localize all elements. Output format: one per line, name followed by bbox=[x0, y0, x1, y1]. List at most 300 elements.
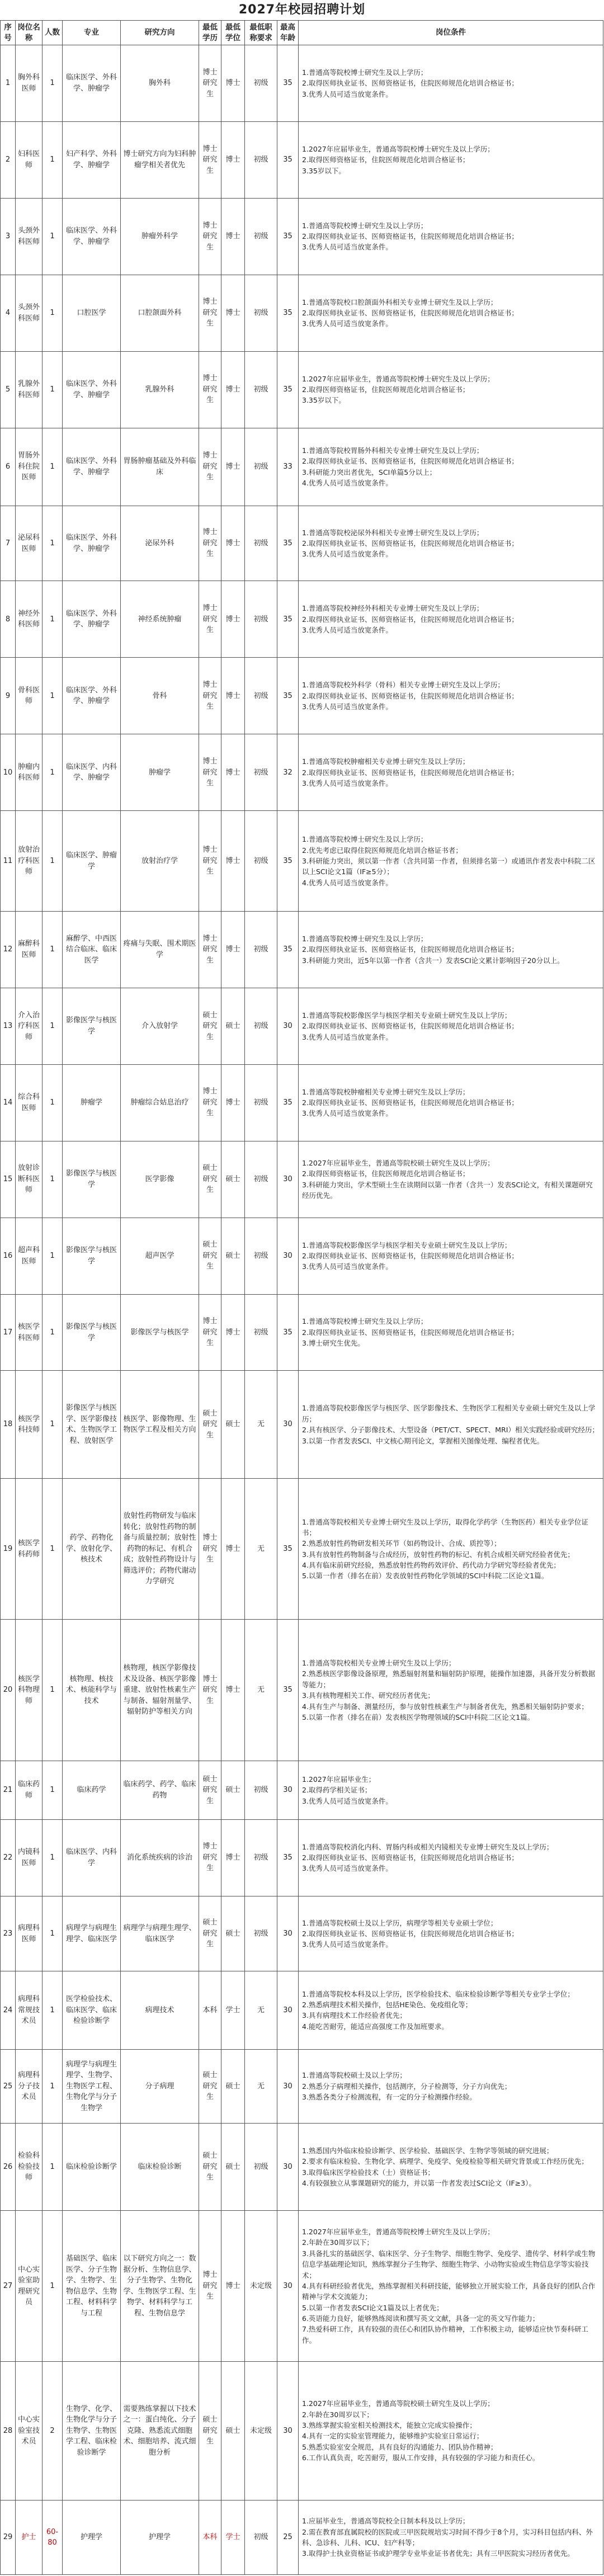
row-max-age: 35 bbox=[277, 658, 299, 734]
row-position: 胃肠外科住院医师 bbox=[16, 428, 43, 506]
table-body bbox=[1, 45, 603, 2575]
row-count: 1 bbox=[43, 1141, 63, 1218]
row-count: 1 bbox=[43, 1971, 63, 2049]
row-count: 1 bbox=[43, 2049, 63, 2124]
row-position: 泌尿科医师 bbox=[16, 506, 43, 581]
row-education: 博士研究生 bbox=[199, 428, 221, 506]
row-degree: 博士 bbox=[221, 811, 245, 912]
row-position: 骨科医师 bbox=[16, 658, 43, 734]
row-degree: 硕士 bbox=[221, 1141, 245, 1218]
row-count: 1 bbox=[43, 1218, 63, 1294]
table-row bbox=[1, 428, 603, 506]
row-no: 4 bbox=[1, 275, 16, 351]
row-degree: 博士 bbox=[221, 351, 245, 428]
row-title-req: 无 bbox=[245, 1620, 277, 1761]
row-conditions: 1.2027年应届毕业生； 2.取得药学相关证书； 3.优秀人员可适当放宽条件。 bbox=[299, 1761, 603, 1819]
table-row bbox=[1, 1371, 603, 1479]
row-count: 1 bbox=[43, 198, 63, 275]
row-position: 核医学科药师 bbox=[16, 1479, 43, 1620]
row-direction: 分子病理 bbox=[121, 2049, 199, 2124]
row-no: 16 bbox=[1, 1218, 16, 1294]
row-no: 2 bbox=[1, 121, 16, 198]
row-direction: 骨科 bbox=[121, 658, 199, 734]
row-education: 博士研究生 bbox=[199, 198, 221, 275]
row-position: 乳腺外科医师 bbox=[16, 351, 43, 428]
row-conditions: 1.普通高等院校外科学（骨科）相关专业博士研究生及以上学历； 2.取得医师执业证书、医师资格证书，住院医师规范化培训合格证书； 3.优秀人员可适当放宽条件。 bbox=[299, 658, 603, 734]
row-direction: 肿瘤综合姑息治疗 bbox=[121, 1064, 199, 1141]
row-title-req: 未定级 bbox=[245, 2211, 277, 2362]
row-max-age: 35 bbox=[277, 45, 299, 122]
row-title-req: 初级 bbox=[245, 45, 277, 122]
row-position: 介入治疗科医师 bbox=[16, 988, 43, 1064]
row-position: 肿瘤内科医师 bbox=[16, 734, 43, 811]
row-conditions: 1.2027年应届毕业生，普通高等院校博士研究生及以上学历； 2.取得医师资格证书，住院医师规范化培训合格证书； 3.35岁以下。 bbox=[299, 121, 603, 198]
row-education: 博士研究生 bbox=[199, 45, 221, 122]
row-major: 影像医学与核医学 bbox=[63, 1218, 121, 1294]
row-max-age: 35 bbox=[277, 1819, 299, 1896]
row-major: 临床医学、外科学、肿瘤学 bbox=[63, 506, 121, 581]
row-conditions: 1.普通高等院校博士研究生及以上学历； 2.取得医师执业证书、医师资格证书，住院医师规范化培训合格证书； 3.科研能力突出，近5年以第一作者（含共一）发表SCI论文累计影响因子20分以上。 bbox=[299, 911, 603, 988]
row-position: 神经外科医师 bbox=[16, 581, 43, 658]
row-direction: 肿瘤外科学 bbox=[121, 198, 199, 275]
row-position: 麻醉科医师 bbox=[16, 911, 43, 988]
row-degree: 硕士 bbox=[221, 1371, 245, 1479]
row-education: 博士研究生 bbox=[199, 121, 221, 198]
header-title-req: 最低职称要求 bbox=[245, 21, 277, 45]
row-no: 12 bbox=[1, 911, 16, 988]
row-direction: 消化系统疾病的诊治 bbox=[121, 1819, 199, 1896]
row-major: 医学检验技术、临床医学、临床检验诊断学 bbox=[63, 1971, 121, 2049]
row-degree: 学士 bbox=[221, 2500, 245, 2575]
row-count: 1 bbox=[43, 988, 63, 1064]
row-count: 1 bbox=[43, 581, 63, 658]
row-position: 妇科医师 bbox=[16, 121, 43, 198]
row-direction: 病理学与病理生理学、临床医学 bbox=[121, 1896, 199, 1971]
row-degree: 硕士 bbox=[221, 2124, 245, 2211]
row-title-req: 初级 bbox=[245, 811, 277, 912]
row-position: 病理科医师 bbox=[16, 1896, 43, 1971]
row-major: 影像医学与核医学 bbox=[63, 1141, 121, 1218]
table-row bbox=[1, 2211, 603, 2362]
row-no: 7 bbox=[1, 506, 16, 581]
table-row bbox=[1, 988, 603, 1064]
row-major: 临床医学、内科学、肿瘤学 bbox=[63, 734, 121, 811]
row-count: 1 bbox=[43, 506, 63, 581]
row-max-age: 35 bbox=[277, 351, 299, 428]
row-position: 中心实验室技术员 bbox=[16, 2361, 43, 2500]
row-major: 临床医学、外科学、肿瘤学 bbox=[63, 428, 121, 506]
row-max-age: 30 bbox=[277, 2049, 299, 2124]
header-direction: 研究方向 bbox=[121, 21, 199, 45]
row-no: 9 bbox=[1, 658, 16, 734]
row-direction: 影像医学与核医学 bbox=[121, 1294, 199, 1371]
row-conditions: 1.普通高等院校博士研究生及以上学历； 2.取得医师执业证书、医师资格证书，住院医师规范化培训合格证书； 3.优秀人员可适当放宽条件。 bbox=[299, 45, 603, 122]
row-degree: 博士 bbox=[221, 121, 245, 198]
row-direction: 临床检验诊断 bbox=[121, 2124, 199, 2211]
row-degree: 博士 bbox=[221, 1620, 245, 1761]
row-title-req: 初级 bbox=[245, 275, 277, 351]
row-major: 临床药学 bbox=[63, 1761, 121, 1819]
row-title-req: 初级 bbox=[245, 2500, 277, 2575]
row-title-req: 无 bbox=[245, 2049, 277, 2124]
row-no: 29 bbox=[1, 2500, 16, 2575]
row-major: 基础医学、临床医学、分子生物学、生物学、生物信息学、生物工程、材料科学与工程 bbox=[63, 2211, 121, 2362]
row-title-req: 初级 bbox=[245, 428, 277, 506]
row-count: 1 bbox=[43, 351, 63, 428]
table-row bbox=[1, 2124, 603, 2211]
row-direction: 介入放射学 bbox=[121, 988, 199, 1064]
row-count: 1 bbox=[43, 734, 63, 811]
row-degree: 博士 bbox=[221, 658, 245, 734]
row-title-req: 初级 bbox=[245, 581, 277, 658]
row-position: 综合科医师 bbox=[16, 1064, 43, 1141]
row-major: 临床医学、外科学、肿瘤学 bbox=[63, 351, 121, 428]
row-direction: 护理学 bbox=[121, 2500, 199, 2575]
row-title-req: 初级 bbox=[245, 1896, 277, 1971]
row-major: 病理学与病理生理学、生物学、生物医学工程、生物化学与分子生物学 bbox=[63, 2049, 121, 2124]
table-header-row bbox=[1, 21, 603, 45]
row-education: 硕士研究生 bbox=[199, 2361, 221, 2500]
row-degree: 硕士 bbox=[221, 1218, 245, 1294]
row-title-req: 初级 bbox=[245, 1064, 277, 1141]
row-title-req: 初级 bbox=[245, 1141, 277, 1218]
row-direction: 放射治疗学 bbox=[121, 811, 199, 912]
row-degree: 硕士 bbox=[221, 1761, 245, 1819]
row-position: 中心实验室助理研究员 bbox=[16, 2211, 43, 2362]
row-no: 27 bbox=[1, 2211, 16, 2362]
row-max-age: 30 bbox=[277, 1371, 299, 1479]
row-title-req: 初级 bbox=[245, 121, 277, 198]
row-title-req: 初级 bbox=[245, 198, 277, 275]
row-title-req: 无 bbox=[245, 1479, 277, 1620]
row-direction: 胸外科 bbox=[121, 45, 199, 122]
row-conditions: 1.普通高等院校硕士及以上学历，病理学等相关专业硕士学位； 2.取得医师执业证书、医师资格证书，住院医师规范化培训合格证书； 3.优秀人员可适当放宽条件。 bbox=[299, 1896, 603, 1971]
row-count: 1 bbox=[43, 1294, 63, 1371]
row-max-age: 30 bbox=[277, 1141, 299, 1218]
row-max-age: 33 bbox=[277, 428, 299, 506]
row-degree: 博士 bbox=[221, 2211, 245, 2362]
table-row bbox=[1, 1896, 603, 1971]
row-title-req: 初级 bbox=[245, 734, 277, 811]
row-degree: 博士 bbox=[221, 506, 245, 581]
row-conditions: 1.普通高等院校消化内科、胃肠内科或相关内镜相关专业博士研究生及以上学历； 2.取得医师执业证书、医师资格证书，住院医师规范化培训合格证书； 3.优秀人员可适当放宽条件。 bbox=[299, 1819, 603, 1896]
row-direction: 乳腺外科 bbox=[121, 351, 199, 428]
row-education: 硕士研究生 bbox=[199, 1218, 221, 1294]
row-direction: 胃肠肿瘤基础及外科临床 bbox=[121, 428, 199, 506]
row-position: 超声科医师 bbox=[16, 1218, 43, 1294]
row-education: 博士研究生 bbox=[199, 1064, 221, 1141]
header-no: 序号 bbox=[1, 21, 16, 45]
row-position: 核医学科技师 bbox=[16, 1371, 43, 1479]
row-direction: 病理技术 bbox=[121, 1971, 199, 2049]
row-conditions: 1.2027年应届毕业生，普通高等院校博士研究生及以上学历； 2.取得医师资格证书，住院医师规范化培训合格证书； 3.35岁以下。 bbox=[299, 351, 603, 428]
row-max-age: 35 bbox=[277, 506, 299, 581]
row-count: 1 bbox=[43, 1371, 63, 1479]
row-position: 病理科常规技术员 bbox=[16, 1971, 43, 2049]
row-conditions: 1.普通高等院校影像医学与核医学相关专业硕士研究生及以上学历； 2.取得医师执业证书、医师资格证书，住院医师规范化培训合格证书； 3.优秀人员可适当放宽条件。 bbox=[299, 988, 603, 1064]
row-degree: 博士 bbox=[221, 45, 245, 122]
row-max-age: 25 bbox=[277, 2500, 299, 2575]
row-no: 5 bbox=[1, 351, 16, 428]
row-major: 药学、药物化学、放射化学、核技术 bbox=[63, 1479, 121, 1620]
header-position: 岗位名称 bbox=[16, 21, 43, 45]
table-row bbox=[1, 1620, 603, 1761]
row-major: 影像医学与核医学、医学影像技术、生物医学工程、放射医学 bbox=[63, 1371, 121, 1479]
table-row bbox=[1, 121, 603, 198]
table-row bbox=[1, 2361, 603, 2500]
table-row bbox=[1, 911, 603, 988]
row-no: 25 bbox=[1, 2049, 16, 2124]
row-conditions: 1.熟悉国内外临床检验诊断学、医学检验、基础医学、生物学等领域的研究进展； 2.要求有临床检验、生物化学、病理学、免疫学、免疫检验等相关研究背景或工作经历优先； 3.取得临床医学检验技术（士）资格证书； 4.有较强独立从事课题研究的能力，并以第一作者发表过SCI论文（IF≥3）。 bbox=[299, 2124, 603, 2211]
row-title-req: 初级 bbox=[245, 1761, 277, 1819]
table-row bbox=[1, 351, 603, 428]
row-education: 博士研究生 bbox=[199, 1479, 221, 1620]
row-max-age: 30 bbox=[277, 1218, 299, 1294]
row-education: 博士研究生 bbox=[199, 1620, 221, 1761]
row-conditions: 1.普通高等院校肿瘤相关专业博士研究生及以上学历； 2.取得医师执业证书、医师资格证书，住院医师规范化培训合格证书； 3.优秀人员可适当放宽条件。 bbox=[299, 1064, 603, 1141]
row-education: 博士研究生 bbox=[199, 1294, 221, 1371]
header-education: 最低学历 bbox=[199, 21, 221, 45]
row-position: 胸外科医师 bbox=[16, 45, 43, 122]
row-max-age: 35 bbox=[277, 581, 299, 658]
row-no: 21 bbox=[1, 1761, 16, 1819]
row-no: 1 bbox=[1, 45, 16, 122]
row-title-req: 初级 bbox=[245, 351, 277, 428]
row-max-age: 35 bbox=[277, 198, 299, 275]
row-conditions: 1.2027年应届毕业生，普通高等院校硕士研究生及以上学历； 2.年龄在30周岁以下； 3.熟练掌握实验室相关检测技术，能独立完成实验操作； 4.具有一定的实验室管理能力，能够维护实验室日常运行； 5.熟悉实验室安全规范，具有良好的沟通能力、团队协作精神； 6.工作认真负责，吃苦耐劳，服从工作安排，具有较强的学习能力和责任心。 bbox=[299, 2361, 603, 2500]
table-row bbox=[1, 1479, 603, 1620]
row-max-age: 30 bbox=[277, 2361, 299, 2500]
row-degree: 博士 bbox=[221, 734, 245, 811]
row-major: 临床医学、外科学、肿瘤学 bbox=[63, 581, 121, 658]
row-position: 放射诊断科医师 bbox=[16, 1141, 43, 1218]
row-count: 1 bbox=[43, 1620, 63, 1761]
row-degree: 硕士 bbox=[221, 2361, 245, 2500]
row-count: 1 bbox=[43, 1064, 63, 1141]
row-major: 肿瘤学 bbox=[63, 1064, 121, 1141]
row-direction: 医学影像 bbox=[121, 1141, 199, 1218]
row-count: 1 bbox=[43, 428, 63, 506]
row-degree: 博士 bbox=[221, 428, 245, 506]
row-count: 1 bbox=[43, 911, 63, 988]
row-no: 3 bbox=[1, 198, 16, 275]
table-row bbox=[1, 1819, 603, 1896]
row-major: 麻醉学、中西医结合临床、临床医学 bbox=[63, 911, 121, 988]
row-title-req: 无 bbox=[245, 1971, 277, 2049]
row-major: 临床检验诊断学 bbox=[63, 2124, 121, 2211]
table-row bbox=[1, 581, 603, 658]
row-title-req: 初级 bbox=[245, 988, 277, 1064]
row-direction: 口腔颌面外科 bbox=[121, 275, 199, 351]
row-education: 博士研究生 bbox=[199, 581, 221, 658]
recruitment-table bbox=[0, 20, 603, 2575]
table-row bbox=[1, 658, 603, 734]
row-count: 60-80 bbox=[43, 2500, 63, 2575]
header-max-age: 最高年龄 bbox=[277, 21, 299, 45]
row-conditions: 1.普通高等院校博士研究生及以上学历； 2.取得医师执业证书、医师资格证书，住院医师规范化培训合格证书； 3.优秀人员可适当放宽条件。 bbox=[299, 198, 603, 275]
row-education: 博士研究生 bbox=[199, 2211, 221, 2362]
row-max-age: 35 bbox=[277, 811, 299, 912]
row-education: 本科 bbox=[199, 2500, 221, 2575]
row-count: 1 bbox=[43, 121, 63, 198]
row-no: 26 bbox=[1, 2124, 16, 2211]
header-count: 人数 bbox=[43, 21, 63, 45]
row-max-age: 30 bbox=[277, 1971, 299, 2049]
row-no: 28 bbox=[1, 2361, 16, 2500]
row-education: 硕士研究生 bbox=[199, 1896, 221, 1971]
row-conditions: 1.普通高等院校神经外科相关专业博士研究生及以上学历； 2.取得医师执业证书、医师资格证书，住院医师规范化培训合格证书； 3.优秀人员可适当放宽条件。 bbox=[299, 581, 603, 658]
row-major: 临床医学、外科学、肿瘤学 bbox=[63, 198, 121, 275]
header-conditions: 岗位条件 bbox=[299, 21, 603, 45]
row-conditions: 1.2027年应届毕业生，普通高等院校博士研究生及以上学历； 2.年龄在30周岁以下； 3.具备扎实的基础医学、临床医学、分子生物学、细胞生物学、免疫学、遗传学、材料学或生物信息学基础理论知识，熟练掌握分子生物学、细胞生物学、小动物实验或生物信息学等实验技术； 4.具有科研经验者优先，熟练掌握相关科研技能，能够独立开展实验工作，具备良好的团队合作精神与学术交流能力； 5.以第一作者发表SCI论文1篇及以上者优先； 6.英语能力良好，能够熟练阅读和撰写英文文献，具备一定的英文写作能力； 7.热爱科研工作，具有较强的责任心和团队协作精神，工作积极主动，能够适应快节奏科研工作。 bbox=[299, 2211, 603, 2362]
row-degree: 硕士 bbox=[221, 1896, 245, 1971]
row-education: 博士研究生 bbox=[199, 911, 221, 988]
row-no: 18 bbox=[1, 1371, 16, 1479]
table-row bbox=[1, 1294, 603, 1371]
row-position: 核医学科医师 bbox=[16, 1294, 43, 1371]
row-no: 20 bbox=[1, 1620, 16, 1761]
row-max-age: 30 bbox=[277, 2211, 299, 2362]
table-row bbox=[1, 1141, 603, 1218]
row-no: 24 bbox=[1, 1971, 16, 2049]
row-major: 临床医学、外科学、肿瘤学 bbox=[63, 45, 121, 122]
row-count: 1 bbox=[43, 2124, 63, 2211]
row-direction: 超声医学 bbox=[121, 1218, 199, 1294]
row-education: 博士研究生 bbox=[199, 1819, 221, 1896]
row-degree: 硕士 bbox=[221, 2049, 245, 2124]
row-count: 1 bbox=[43, 1761, 63, 1819]
row-direction: 核医学、影像物理、生物医学工程及相关方向 bbox=[121, 1371, 199, 1479]
row-direction: 需要熟练掌握以下技术之一：蛋白纯化、分子克隆、熟悉流式细胞术、细胞培养、流式细胞分析 bbox=[121, 2361, 199, 2500]
table-row bbox=[1, 506, 603, 581]
row-position: 核医学科物理师 bbox=[16, 1620, 43, 1761]
row-no: 10 bbox=[1, 734, 16, 811]
row-major: 病理学与病理生理学、临床医学 bbox=[63, 1896, 121, 1971]
row-title-req: 初级 bbox=[245, 658, 277, 734]
row-education: 硕士研究生 bbox=[199, 1761, 221, 1819]
row-conditions: 1.普通高等院校硕士及以上学历； 2.熟悉分子病理相关操作，包括测序，分子检测等，分子方向优先； 3.熟悉各类分子检测流程，有一定的分子检测操作经验。 bbox=[299, 2049, 603, 2124]
row-no: 13 bbox=[1, 988, 16, 1064]
row-max-age: 30 bbox=[277, 2124, 299, 2211]
row-title-req: 初级 bbox=[245, 506, 277, 581]
row-count: 2 bbox=[43, 2361, 63, 2500]
row-direction: 神经系统肿瘤 bbox=[121, 581, 199, 658]
row-no: 19 bbox=[1, 1479, 16, 1620]
row-title-req: 初级 bbox=[245, 911, 277, 988]
table-row bbox=[1, 1218, 603, 1294]
row-conditions: 1.普通高等院校泌尿外科相关专业博士研究生及以上学历； 2.取得医师执业证书、医师资格证书，住院医师规范化培训合格证书； 3.优秀人员可适当放宽条件。 bbox=[299, 506, 603, 581]
row-no: 8 bbox=[1, 581, 16, 658]
row-count: 1 bbox=[43, 2211, 63, 2362]
row-no: 6 bbox=[1, 428, 16, 506]
row-major: 影像医学与核医学 bbox=[63, 1294, 121, 1371]
row-education: 硕士研究生 bbox=[199, 988, 221, 1064]
row-education: 博士研究生 bbox=[199, 506, 221, 581]
row-conditions: 1.普通高等院校相关专业博士研究生及以上学历，取得化学药学（生物医药）相关专业学位证书； 2.熟悉放射性药物研发相关环节（如药物设计、合成、质控等）； 3.具有放射性药物制备与合成经历，放射性药物的标记、有机合成相关研究经验者优先； 4.具有临床前研究经验，熟悉放射性药物药效评价、药代动力学研究等经验者优先； 5.以第一作者（排名在前）发表放射性药物化学领域的SCI中科院二区论文1篇。 bbox=[299, 1479, 603, 1620]
table-row bbox=[1, 1971, 603, 2049]
row-count: 1 bbox=[43, 658, 63, 734]
row-conditions: 1.普通高等院校胃肠外科相关专业博士研究生及以上学历； 2.取得医师执业证书、医师资格证书，住院医师规范化培训合格证书； 3.科研能力突出者优先，SCI单篇5分以上； 4.优秀人员可适当放宽条件。 bbox=[299, 428, 603, 506]
row-conditions: 1.普通高等院校博士研究生及以上学历； 2.取得医师执业证书、医师资格证书，住院医师规范化培训合格证书； 3.博士研究生优先。 bbox=[299, 1294, 603, 1371]
row-max-age: 35 bbox=[277, 1064, 299, 1141]
row-position: 临床药师 bbox=[16, 1761, 43, 1819]
table-row bbox=[1, 811, 603, 912]
row-degree: 博士 bbox=[221, 198, 245, 275]
row-count: 1 bbox=[43, 45, 63, 122]
row-direction: 博士研究方向为妇科肿瘤学相关者优先 bbox=[121, 121, 199, 198]
row-conditions: 1.普通高等院校口腔颌面外科相关专业博士研究生及以上学历； 2.取得医师执业证书、医师资格证书，住院医师规范化培训合格证书； 3.优秀人员可适当放宽条件。 bbox=[299, 275, 603, 351]
row-major: 护理学 bbox=[63, 2500, 121, 2575]
header-degree: 最低学位 bbox=[221, 21, 245, 45]
row-education: 博士研究生 bbox=[199, 734, 221, 811]
row-max-age: 30 bbox=[277, 988, 299, 1064]
row-direction: 疼痛与失眠、围术期医学 bbox=[121, 911, 199, 988]
row-education: 本科 bbox=[199, 1971, 221, 2049]
table-row bbox=[1, 198, 603, 275]
row-conditions: 1.普通高等院校影像医学与核医学相关专业硕士研究生及以上学历； 2.取得医师执业证书、医师资格证书，住院医师规范化培训合格证书； 3.优秀人员可适当放宽条件。 bbox=[299, 1218, 603, 1294]
row-no: 14 bbox=[1, 1064, 16, 1141]
row-conditions: 1.普通高等院校影像医学与核医学、医学影像技术、生物医学工程相关专业硕士研究生及以上学历； 2.具有核医学、分子影像技术、大型设备（PET/CT、SPECT、MRI）相关实践经验或研究经历； 3.以第一作者发表SCI、中文核心期刊论文，掌握相关图像处理、编程者优先。 bbox=[299, 1371, 603, 1479]
row-position: 病理科分子技术员 bbox=[16, 2049, 43, 2124]
table-row bbox=[1, 2049, 603, 2124]
row-direction: 核物理，核医学影像技术及设备、核医学影像重建、放射性核素生产与制备、辐射剂量学、辐射防护等相关方向 bbox=[121, 1620, 199, 1761]
table-row bbox=[1, 1761, 603, 1819]
row-degree: 学士 bbox=[221, 1971, 245, 2049]
row-title-req: 初级 bbox=[245, 1819, 277, 1896]
row-title-req: 未定级 bbox=[245, 2361, 277, 2500]
row-max-age: 30 bbox=[277, 1896, 299, 1971]
row-direction: 泌尿外科 bbox=[121, 506, 199, 581]
row-degree: 硕士 bbox=[221, 988, 245, 1064]
row-education: 博士研究生 bbox=[199, 275, 221, 351]
row-conditions: 1.普通高等院校本科及以上学历，医学检验技术、临床检验诊断学等相关专业学士学位； 2.熟悉病理技术相关操作，包括HE染色、免疫组化等； 3.具有病理技术工作经验者优先； 4.能吃苦耐劳，能适应高强度工作及加班要求。 bbox=[299, 1971, 603, 2049]
row-count: 1 bbox=[43, 275, 63, 351]
row-degree: 博士 bbox=[221, 1064, 245, 1141]
row-conditions: 1.普通高等院校博士研究生及以上学历； 2.优先考虑已取得住院医师规范化培训合格证书者； 3.科研能力突出，须以第一作者（含共同第一作者，但须排名第一）或通讯作者发表中科院二区以上SCI论文1篇（IF≥5分）； 4.优秀人员可适当放宽条件。 bbox=[299, 811, 603, 912]
row-major: 生物学、化学、生物化学与分子生物学、生物医学工程、临床检验诊断学 bbox=[63, 2361, 121, 2500]
row-conditions: 1.2027年应届毕业生，普通高等院校硕士研究生及以上学历； 2.取得医师资格证书，住院医师规范化培训合格证书； 3.科研能力突出，学术型硕士生在读期间以第一作者（含共一）发表SCI论文，有相关课题研究经历优先。 bbox=[299, 1141, 603, 1218]
row-no: 17 bbox=[1, 1294, 16, 1371]
row-max-age: 35 bbox=[277, 911, 299, 988]
row-count: 1 bbox=[43, 1479, 63, 1620]
row-major: 临床医学、肿瘤学 bbox=[63, 811, 121, 912]
row-max-age: 35 bbox=[277, 275, 299, 351]
table-row bbox=[1, 275, 603, 351]
row-degree: 博士 bbox=[221, 275, 245, 351]
row-degree: 博士 bbox=[221, 1294, 245, 1371]
row-position: 护士 bbox=[16, 2500, 43, 2575]
row-conditions: 1.普通高等院校肿瘤相关专业博士研究生及以上学历； 2.取得医师执业证书、医师资格证书，住院医师规范化培训合格证书； 3.优秀人员可适当放宽条件。 bbox=[299, 734, 603, 811]
row-education: 硕士研究生 bbox=[199, 1141, 221, 1218]
row-major: 临床医学、内科学 bbox=[63, 1819, 121, 1896]
row-direction: 以下研究方向之一：数据分析、生物信息学、分子生物学、生物化学、生物医学工程、生物学、材料科学与工程、生物信息学 bbox=[121, 2211, 199, 2362]
row-major: 影像医学与核医学 bbox=[63, 988, 121, 1064]
row-title-req: 初级 bbox=[245, 1294, 277, 1371]
row-major: 口腔医学 bbox=[63, 275, 121, 351]
table-row bbox=[1, 734, 603, 811]
row-no: 23 bbox=[1, 1896, 16, 1971]
page-title: 2027年校园招聘计划 bbox=[238, 3, 366, 17]
row-no: 22 bbox=[1, 1819, 16, 1896]
row-max-age: 35 bbox=[277, 1620, 299, 1761]
row-count: 1 bbox=[43, 811, 63, 912]
row-direction: 临床药学、药学、临床药物 bbox=[121, 1761, 199, 1819]
row-major: 临床医学、外科学、肿瘤学 bbox=[63, 658, 121, 734]
row-major: 妇产科学、外科学、肿瘤学 bbox=[63, 121, 121, 198]
row-direction: 肿瘤学 bbox=[121, 734, 199, 811]
row-title-req: 初级 bbox=[245, 2124, 277, 2211]
row-education: 硕士研究生 bbox=[199, 2124, 221, 2211]
